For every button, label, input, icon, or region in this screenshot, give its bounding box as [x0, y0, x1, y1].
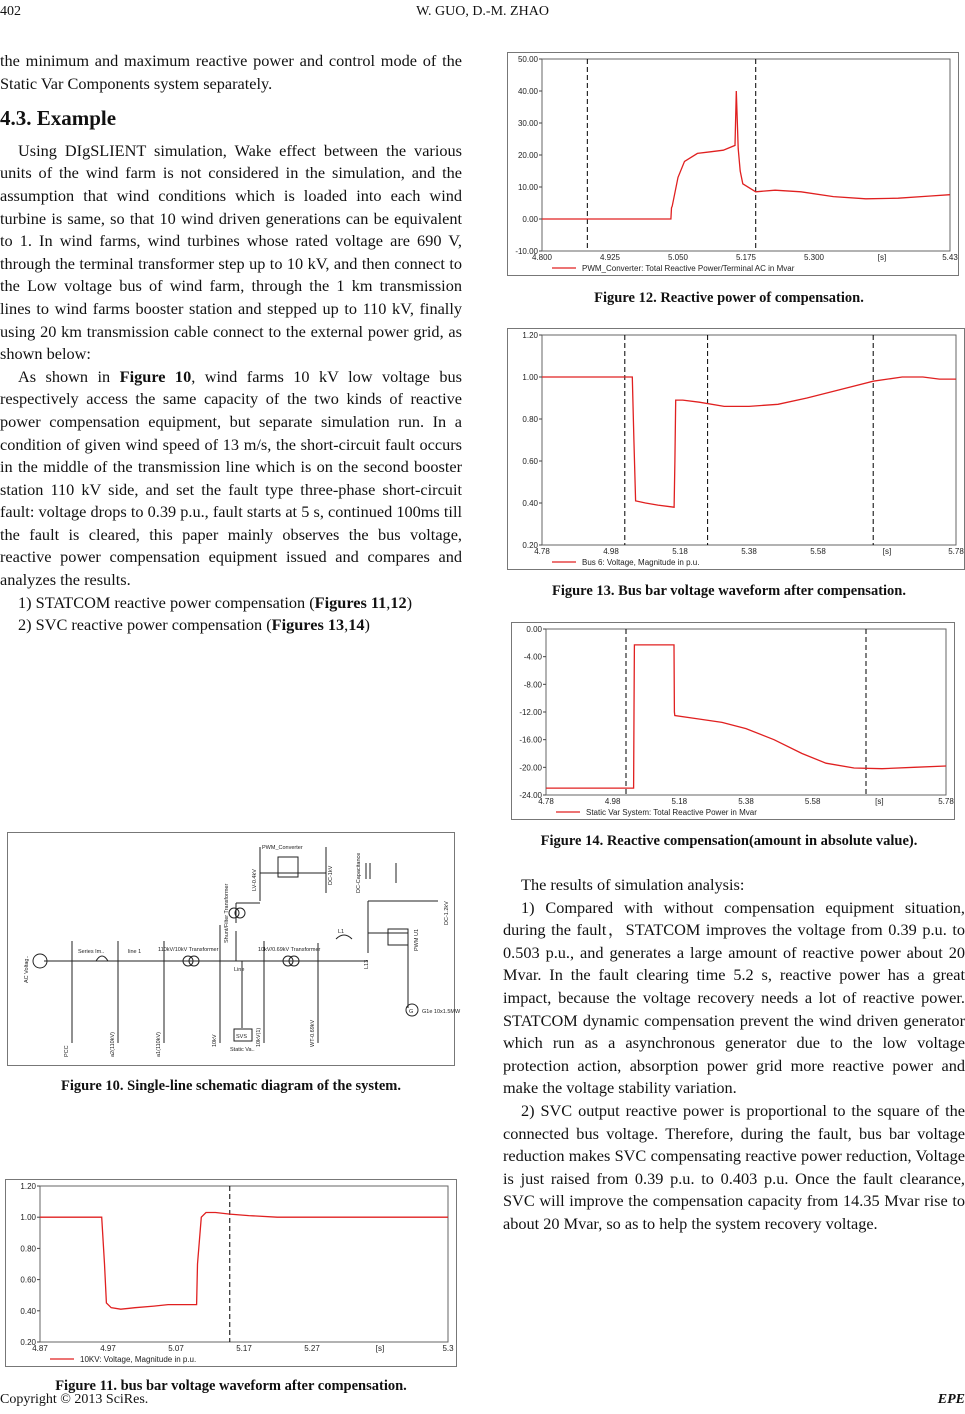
- chart-fig12: [508, 53, 958, 275]
- x-tick-label: 5.78: [938, 797, 954, 806]
- x-tick-label: [s]: [877, 253, 887, 262]
- x-tick-label: 4.78: [538, 797, 554, 806]
- label-static: Static Va..: [230, 1047, 255, 1053]
- paragraph: the minimum and maximum reactive power and control mode of the Static Var Components system separately.: [0, 51, 462, 93]
- y-tick-label: -8.00: [523, 680, 542, 690]
- label-a2: a2(110kV): [110, 1032, 116, 1057]
- label-line: Line: [234, 967, 245, 973]
- list-item: 2) SVC reactive power compensation (Figures 13,14): [18, 615, 370, 635]
- y-tick-label: 0.40: [522, 499, 538, 508]
- x-tick-label: 5.58: [810, 547, 826, 556]
- figure-ref: Figures 11: [314, 592, 387, 612]
- y-tick-label: 0.20: [20, 1338, 36, 1347]
- section-heading: 4.3. Example: [0, 106, 117, 131]
- x-tick-label: 5.17: [236, 1344, 252, 1353]
- figure-ref: Figures 13: [271, 615, 345, 635]
- y-tick-label: 0.60: [20, 1275, 36, 1285]
- x-tick-label: 4.97: [100, 1344, 116, 1353]
- running-head: W. GUO, D.-M. ZHAO: [416, 4, 549, 19]
- y-tick-label: 0.60: [522, 457, 538, 466]
- y-tick-label: 30.00: [517, 119, 538, 128]
- label-bus10-1: 10kV(1): [256, 1027, 262, 1047]
- x-tick-label: 5.175: [735, 253, 757, 262]
- y-tick-label: -24.00: [519, 791, 542, 800]
- label-lv: LV-0.4kV: [252, 869, 258, 891]
- y-tick-label: 1.00: [522, 373, 538, 382]
- y-tick-label: -10.00: [515, 247, 538, 256]
- y-tick-label: -12.00: [519, 708, 542, 717]
- label-dccap: DC-Capacitance: [356, 852, 362, 893]
- y-tick-label: 50.00: [517, 55, 538, 64]
- plot-area: [546, 629, 946, 795]
- x-tick-label: 5.38: [741, 547, 757, 556]
- x-tick-label: 5.58: [804, 797, 821, 806]
- x-tick-label: 4.98: [603, 547, 619, 556]
- label-l13: L13: [364, 959, 370, 969]
- label-t1: 110kV/10kV Transformer: [158, 947, 219, 953]
- label-dc2: DC-1.2kV: [444, 901, 450, 925]
- chart-fig14: [512, 623, 954, 819]
- y-tick-label: -16.00: [519, 735, 542, 745]
- x-tick-label: 5.18: [671, 797, 688, 806]
- y-tick-label: -4.00: [523, 652, 542, 662]
- y-tick-label: 40.00: [517, 87, 538, 96]
- y-tick-label: 0.80: [20, 1244, 36, 1254]
- chart-fig11: [6, 1180, 456, 1366]
- list-item: 1) STATCOM reactive power compensation (Figures 11,12): [18, 592, 413, 612]
- x-tick-label: 4.78: [534, 547, 550, 556]
- x-tick-label: 5.3: [442, 1344, 454, 1353]
- chart-fig13: [508, 329, 964, 569]
- figure-11-caption: Figure 11. bus bar voltage waveform after compensation.: [55, 1378, 407, 1394]
- figure-ref: 12: [390, 592, 407, 612]
- label-pwm: PWM_Converter: [262, 845, 303, 851]
- figure-12-plot: [507, 52, 959, 276]
- figure-13-plot: [507, 328, 965, 570]
- plot-area: [40, 1186, 448, 1342]
- paragraph: 1) Compared with without compensation equipment situation, during the fault，STATCOM improves the voltage from 0.39 p.u. to 0.503 p.u., and generates a large amount of reactive power about 20 Mvar. In the fault clearing time 5.2 s, reactive power has a great impact, because the voltage recovery needs a lot of reactive power. STATCOM dynamic compensation prevent the wind driven generator which run as a asynchronous generator due to the low voltage protection action, absorption power grid more reactive power and make the voltage stability variation.: [503, 897, 965, 1098]
- y-tick-label: 10.00: [517, 183, 538, 192]
- x-tick-label: [s]: [875, 797, 884, 806]
- figure-12-caption: Figure 12. Reactive power of compensation.: [594, 290, 864, 306]
- label-dc: DC-1kV: [328, 865, 334, 885]
- x-tick-label: 5.300: [803, 253, 825, 262]
- figure-14-caption: Figure 14. Reactive compensation(amount in absolute value).: [540, 833, 918, 849]
- label-gen: G1e 10x1.5MW: [422, 1009, 461, 1015]
- label-shunt: Shunt/Filter Transformer: [224, 883, 230, 943]
- journal-name: EPE: [937, 1392, 965, 1407]
- y-tick-label: 0.00: [522, 215, 538, 224]
- figure-11-plot: [5, 1179, 457, 1367]
- label-line1: line 1: [128, 949, 142, 955]
- series-line: [542, 91, 950, 219]
- y-tick-label: 1.20: [20, 1182, 36, 1191]
- series-line: [40, 1213, 448, 1310]
- legend-label: Static Var System: Total Reactive Power in Mvar: [586, 808, 757, 817]
- label-g: G: [409, 1009, 414, 1015]
- x-tick-label: 5.38: [738, 797, 754, 806]
- paragraph: 2) SVC output reactive power is proportional to the square of the connected bus voltage. Therefore, during the fault, bus bar voltage reduction makes SVC compensating reactive power reduction, Voltage is just raised from 0.39 p.u. to 0.403 p.u. Once the fault clearance, SVC will improve the compensation capacity from 14.35 Mvar rise to about 20 Mvar, so as to help the system recovery voltage.: [503, 1100, 965, 1233]
- left-column: [0, 50, 462, 637]
- y-tick-label: 0.00: [526, 625, 542, 634]
- series-line: [542, 377, 956, 507]
- paragraph: As shown in Figure 10, wind farms 10 kV low voltage bus respectively access the same capacity of the two kinds of reactive power compensation equipment, but separate simulation run. In a condition of given wind speed of 13 m/s, the short-circuit fault occurs in the middle of the transmission line which is on the second booster station 110 kV side, and set the fault type three-phase short-circuit fault: voltage drops to 0.39 p.u., fault starts at 5 s, continued 100ms till the fault is cleared, this paper mainly observes the bus voltage, reactive power compensation equipment issued and compares and analyzes the results.: [0, 366, 462, 590]
- label-pwmu1: PWM U1: [414, 929, 420, 951]
- x-tick-label: 5.43: [942, 253, 958, 262]
- y-tick-label: 1.00: [20, 1213, 36, 1223]
- legend-label: 10KV: Voltage, Magnitude in p.u.: [80, 1355, 197, 1364]
- label-svs: SVS: [236, 1034, 248, 1040]
- x-tick-label: 4.800: [531, 253, 553, 262]
- x-tick-label: 4.87: [32, 1344, 48, 1353]
- figure-14-plot: [511, 622, 955, 820]
- label-pcc: PCC: [64, 1045, 70, 1057]
- label-series: Series Im..: [78, 949, 105, 955]
- figure-10-caption: Figure 10. Single-line schematic diagram of the system.: [60, 1078, 402, 1094]
- figure-ref: Figure 10: [119, 366, 192, 386]
- x-tick-label: [s]: [375, 1344, 385, 1353]
- figure-10-schematic: [7, 832, 461, 1066]
- paragraph: Using DIgSLIENT simulation, Wake effect between the various units of the wind farm is not considered in the simulation, and the assumption that wind conditions which is loaded into each wind turbine is same, so that 10 wind driven generations can be equivalent to 1. In wind farms, wind turbines whose rated voltage are 690 V, through the terminal transformer step up to 10 kV, and then connect to the Low voltage bus of wind farm, through the 1 km transmission lines to wind farms booster station and stepped up to 110 kV, finally using 20 km transmission cable connect to the external power grid, as shown below:: [0, 140, 462, 364]
- legend-label: Bus 6: Voltage, Magnitude in p.u.: [582, 558, 700, 567]
- x-tick-label: 5.07: [168, 1344, 184, 1353]
- figure-ref: 14: [348, 615, 365, 635]
- series-line: [546, 645, 946, 788]
- paragraph: The results of simulation analysis:: [521, 875, 745, 894]
- x-tick-label: 5.78: [948, 547, 964, 556]
- y-tick-label: 1.20: [522, 331, 538, 340]
- copyright: Copyright © 2013 SciRes.: [0, 1392, 149, 1407]
- right-column: [503, 874, 965, 1236]
- x-tick-label: 4.925: [599, 253, 621, 262]
- label-wt: WT-0.69kV: [310, 1019, 316, 1047]
- label-bus10: 10kV: [212, 1034, 218, 1047]
- figure-13-caption: Figure 13. Bus bar voltage waveform after compensation.: [551, 583, 906, 599]
- plot-area: [542, 59, 950, 251]
- page-number: 402: [0, 4, 21, 19]
- label-t2: 10kV/0.69kV Transformer: [258, 947, 321, 953]
- x-tick-label: 4.98: [604, 797, 621, 806]
- y-tick-label: -20.00: [519, 763, 542, 773]
- label-ac: AC Voltag..: [24, 955, 30, 983]
- legend-label: PWM_Converter: Total Reactive Power/Terminal AC in Mvar: [582, 264, 795, 273]
- y-tick-label: 0.80: [522, 415, 538, 424]
- y-tick-label: 0.20: [522, 541, 538, 550]
- x-tick-label: 5.050: [667, 253, 689, 262]
- x-tick-label: 5.27: [304, 1344, 320, 1353]
- x-tick-label: 5.18: [672, 547, 688, 556]
- y-tick-label: 0.40: [20, 1306, 36, 1316]
- label-a1: a1(110kV): [156, 1032, 162, 1057]
- x-tick-label: [s]: [882, 547, 892, 556]
- label-l1: L1: [338, 929, 345, 935]
- plot-area: [542, 335, 956, 545]
- y-tick-label: 20.00: [517, 151, 538, 160]
